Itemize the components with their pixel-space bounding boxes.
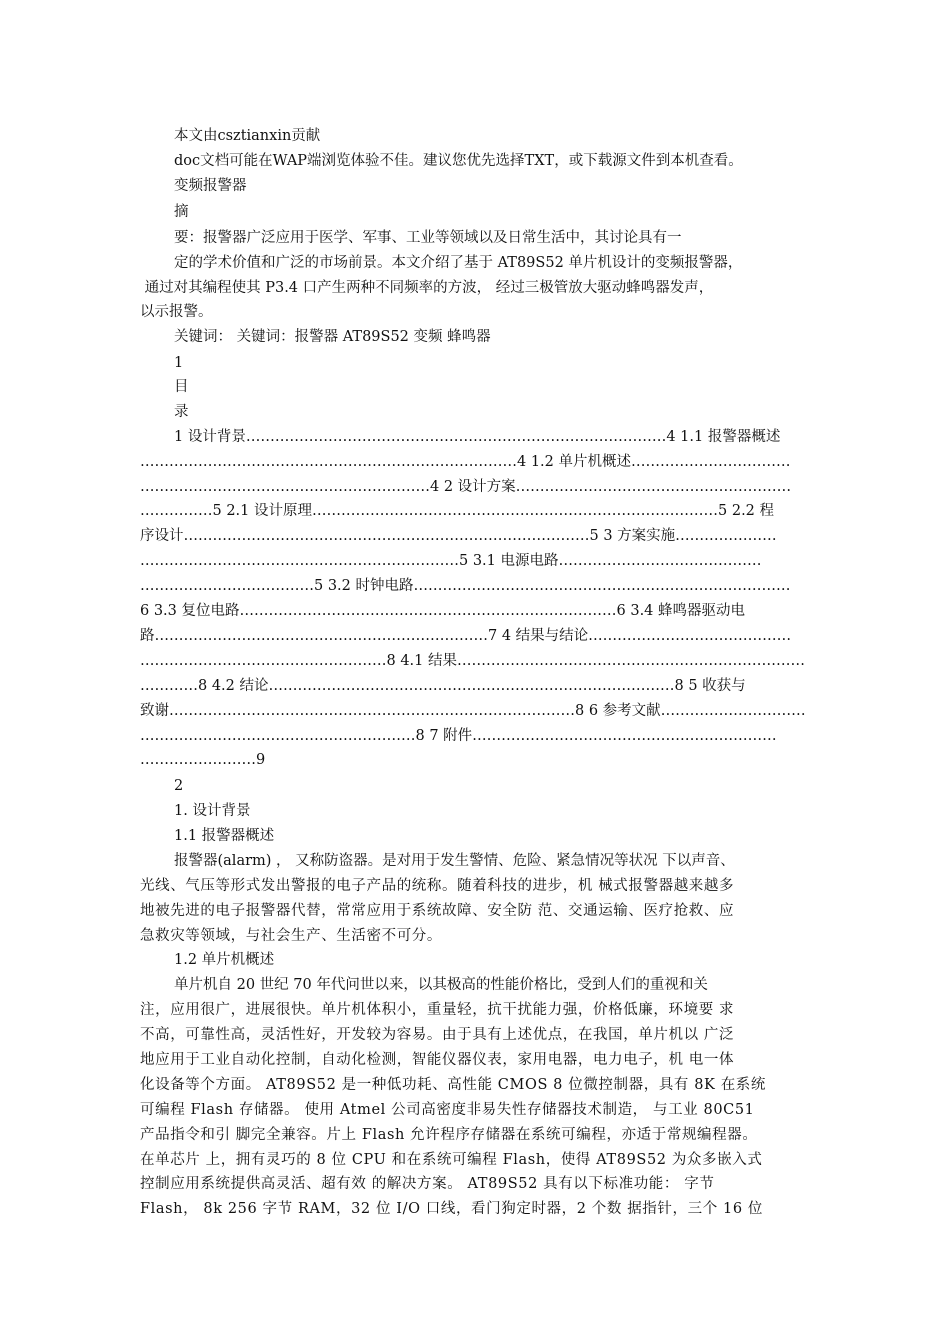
toc-line: 路……………………………………………………………7 4 结果与结论…………………………………… <box>140 628 792 644</box>
abstract-line: 通过对其编程使其 P3.4 口产生两种不同频率的方波， 经过三极管放大驱动蜂鸣器发声， <box>140 280 714 296</box>
toc-line: …………………………………………………………5 3.1 电源电路…………………………………… <box>140 553 762 569</box>
paragraph-line: 化设备等个方面。 AT89S52 是一种低功耗、高性能 CMOS 8 位微控制器，具有 8K 在系统 <box>140 1077 766 1093</box>
toc-line: 6 3.3 复位电路……………………………………………………………………6 3.4 蜂鸣器驱动电 <box>140 603 746 619</box>
paragraph-line: 在单芯片 上，拥有灵巧的 8 位 CPU 和在系统可编程 Flash，使得 AT89S52 为众多嵌入式 <box>140 1152 763 1168</box>
toc-line: 1 设计背景……………………………………………………………………………4 1.1 报警器概述 <box>174 429 781 445</box>
toc-title-char: 目 <box>174 379 189 395</box>
paragraph-line: 报警器(alarm) ， 又称防盗器。是对用于发生警情、危险、紧急情况等状况 下以声音、 <box>174 853 735 869</box>
abstract-line: 定的学术价值和广泛的市场前景。本文介绍了基于 AT89S52 单片机设计的变频报警器， <box>174 255 743 271</box>
paragraph-line: 单片机自 20 世纪 70 年代问世以来，以其极高的性能价格比，受到人们的重视和关 <box>174 977 708 993</box>
subsection-heading: 1.2 单片机概述 <box>174 952 275 968</box>
toc-line: ……………………………………………………4 2 设计方案………………………………………………… <box>140 479 792 495</box>
toc-line: ………………………………5 3.2 时钟电路…………………………………………………………………… <box>140 578 791 594</box>
abstract-label: 摘 <box>174 204 189 220</box>
toc-line: …………8 4.2 结论…………………………………………………………………………8 5 收获与 <box>140 678 746 694</box>
keywords-line: 关键词： 关键词：报警器 AT89S52 变频 蜂鸣器 <box>174 329 491 345</box>
paragraph-line: 可编程 Flash 存储器。 使用 Atmel 公司高密度非易失性存储器技术制造， 与工业 80C51 <box>140 1102 755 1118</box>
toc-line: ……………………………………………………………………4 1.2 单片机概述…………………………… <box>140 454 791 470</box>
doc-title: 变频报警器 <box>174 178 247 194</box>
toc-line: ……………5 2.1 设计原理…………………………………………………………………………5 2.2 程 <box>140 503 775 519</box>
paragraph-line: 地应用于工业自动化控制，自动化检测，智能仪器仪表，家用电器，电力电子，机 电一体 <box>140 1052 735 1068</box>
paragraph-line: 产品指令和引 脚完全兼容。片上 Flash 允许程序存储器在系统可编程，亦适于常规编程器。 <box>140 1127 758 1143</box>
paragraph-line: 光线、气压等形式发出警报的电子产品的统称。随着科技的进步，机 械式报警器越来越多 <box>140 878 735 894</box>
toc-line: …………………………………………………8 7 附件……………………………………………………… <box>140 728 777 744</box>
notice-line: doc文档可能在WAP端浏览体验不佳。建议您优先选择TXT，或下载源文件到本机查看。 <box>174 153 743 169</box>
paragraph-line: Flash， 8k 256 字节 RAM，32 位 I/O 口线，看门狗定时器，2 个数 据指针，三个 16 位 <box>140 1201 763 1217</box>
page-number: 2 <box>174 778 184 794</box>
section-heading: 1. 设计背景 <box>174 803 251 819</box>
toc-line: 致谢…………………………………………………………………………8 6 参考文献………………………… <box>140 703 806 719</box>
abstract-line: 以示报警。 <box>140 304 213 320</box>
toc-line: ……………………………………………8 4.1 结果……………………………………………………………… <box>140 653 806 669</box>
abstract-line: 要：报警器广泛应用于医学、军事、工业等领域以及日常生活中，其讨论具有一 <box>174 230 682 246</box>
paragraph-line: 控制应用系统提供高灵活、超有效 的解决方案。 AT89S52 具有以下标准功能： 字节 <box>140 1176 715 1192</box>
toc-title-char: 录 <box>174 404 189 420</box>
toc-line: ……………………9 <box>140 752 266 768</box>
source-line: 本文由csztianxin贡献 <box>174 128 321 144</box>
page-number: 1 <box>174 355 184 371</box>
paragraph-line: 地被先进的电子报警器代替，常常应用于系统故障、安全防 范、交通运输、医疗抢救、应 <box>140 903 735 919</box>
paragraph-line: 不高，可靠性高，灵活性好，开发较为容易。由于具有上述优点，在我国，单片机以 广泛 <box>140 1027 735 1043</box>
subsection-heading: 1.1 报警器概述 <box>174 828 275 844</box>
paragraph-line: 急救灾等领域，与社会生产、生活密不可分。 <box>140 928 442 944</box>
paragraph-line: 注，应用很广，进展很快。单片机体积小，重量轻，抗干扰能力强，价格低廉，环境要 求 <box>140 1002 735 1018</box>
toc-line: 序设计…………………………………………………………………………5 3 方案实施………………… <box>140 528 777 544</box>
